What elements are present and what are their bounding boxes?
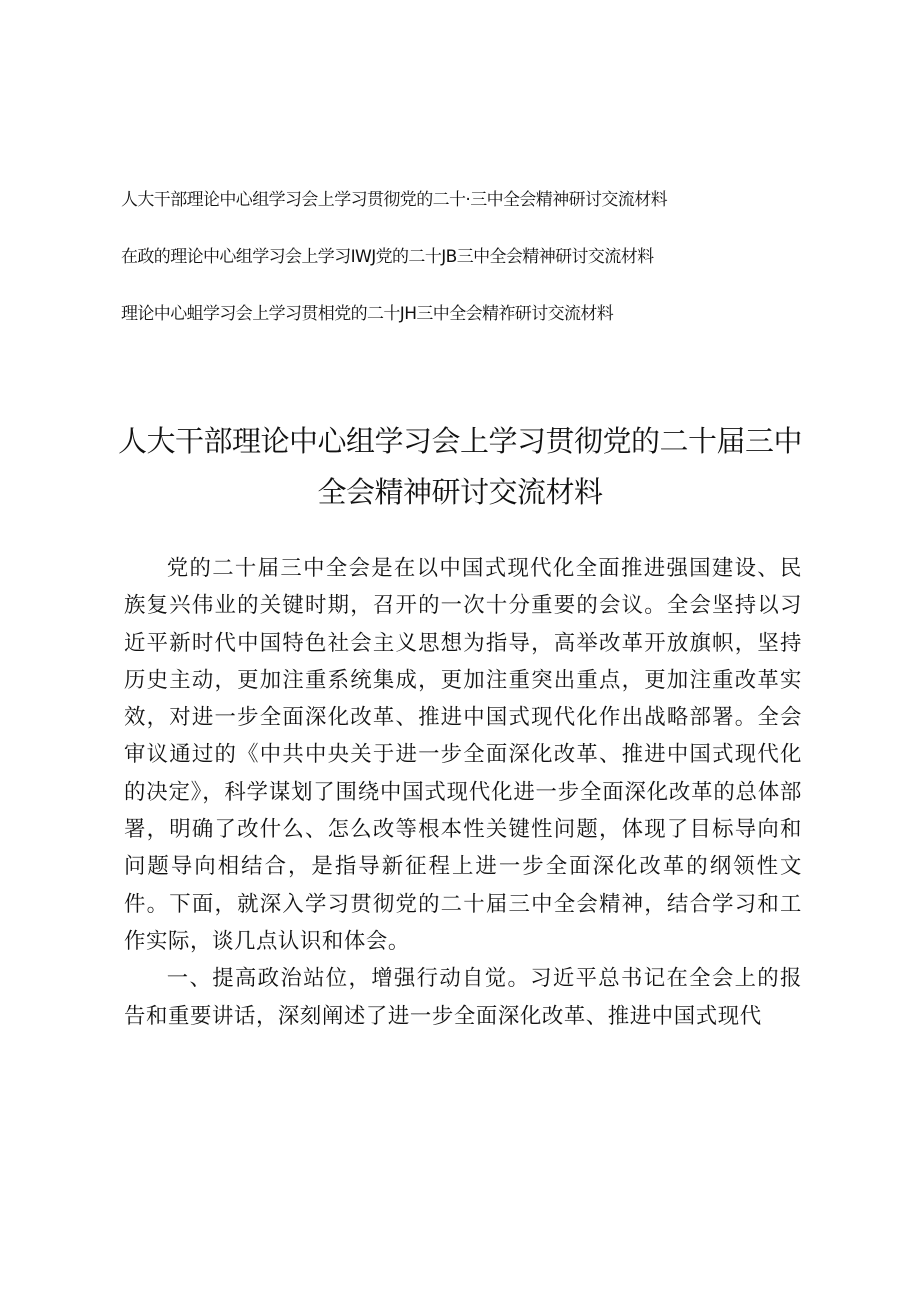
body-paragraph: 党的二十届三中全会是在以中国式现代化全面推进强国建设、民族复兴伟业的关键时期，召开的一次十分重要的会议。全会坚持以习近平新时代中国特色社会主义思想为指导，高举改革开放旗帜，坚持历史主动，更加注重系统集成，更加注重突出重点，更加注重改革实效，对进一步全面深化改革、推进中国式现代化作出战略部署。全会审议通过的《中共中央关于进一步全面深化改革、推进中国式现代化的决定》，科学谋划了围绕中国式现代化进一步全面深化改革的总体部署，明确了改什么、怎么改等根本性关键性问题，体现了目标导向和问题导向相结合，是指导新征程上进一步全面深化改革的纲领性文件。下面，就深入学习贯彻党的二十届三中全会精神，结合学习和工作实际，谈几点认识和体会。: [124, 556, 802, 954]
document-body: [124, 550, 802, 1035]
title-list-item: 人大干部理论中心组学习会上学习贯彻党的二十·三中全会精神研讨交流材料: [121, 190, 668, 210]
document-title: [100, 416, 820, 518]
title-list-item: 在政的理论中心组学习会上学习IWJ党的二十JB三中全会精神研讨交流材料: [121, 247, 654, 267]
title-list-item: 理论中心蛆学习会上学习贯相党的二十JH三中全会精祚研讨交流材料: [121, 304, 614, 324]
document-title-line-2: 全会精神研讨交流材料: [317, 475, 603, 509]
body-paragraph: 一、提高政治站位，增强行动自觉。习近平总书记在全会上的报告和重要讲话，深刻阐述了进一步全面深化改革、推进中国式现代: [124, 966, 802, 1029]
document-title-line-1: 人大干部理论中心组学习会上学习贯彻党的二十届三中: [117, 424, 802, 458]
title-list: [121, 188, 841, 359]
